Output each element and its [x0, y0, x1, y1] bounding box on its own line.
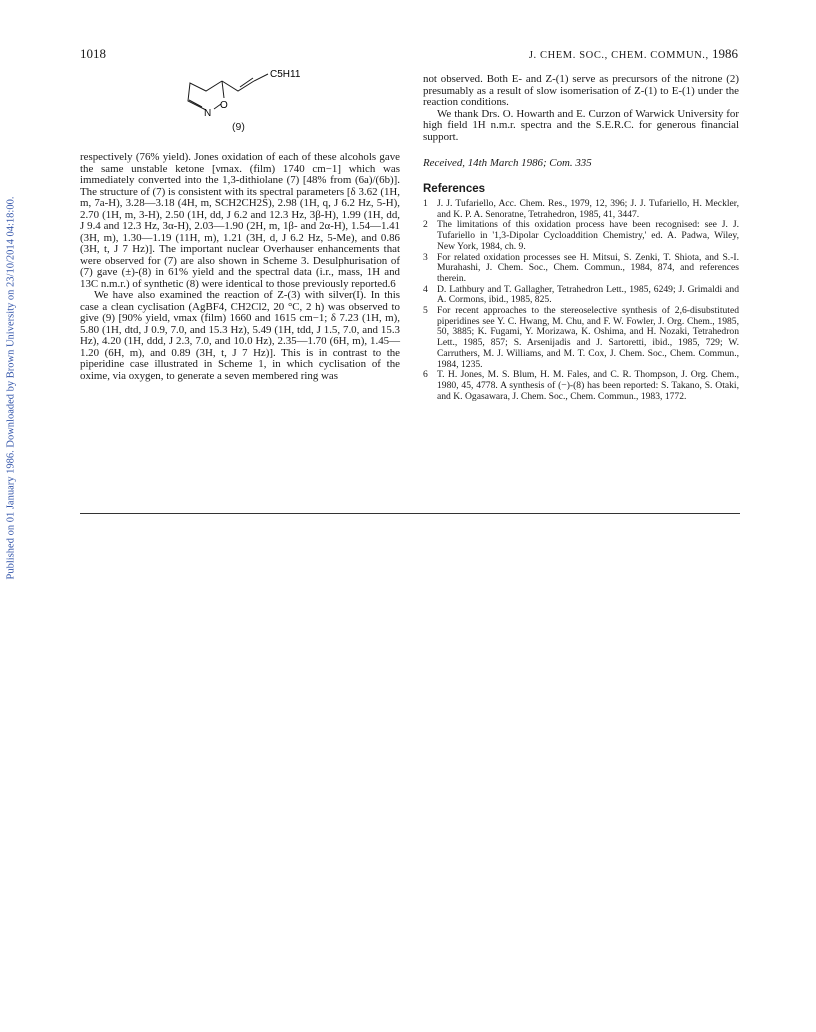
reference-number: 2 [423, 219, 428, 231]
ring-nitrogen-atom: N [204, 108, 212, 119]
ring-double-bond [189, 100, 202, 107]
reference-text: D. Lathbury and T. Gallagher, Tetrahedron Lett., 1985, 6249; J. Grimaldi and A. Cormons, ibid., 1985, 825. [437, 283, 739, 306]
download-watermark-text: Published on 01 January 1986. Downloaded by Brown University on 23/10/2014 04:18:00. [5, 196, 17, 580]
reference-text: For recent approaches to the stereoselective synthesis of 2,6-disubstituted piperidines see Y. C. Hwang, M. Chu, and F. W. Fowler, J. Org. Chem., 1985, 50, 3885; K. Fugami, Y. Morizawa, K. Oshima, and H. Nozaki, Tetrahedron Lett., 1985, 857; S. Arsenijadis and J. Sartoretti, ibid., 1985, 729; W. Carruthers, M. J. Williams, and M. T. Cox, J. Chem. Soc., Chem. Commun., 1984, 1235. [437, 305, 739, 370]
ring-oxygen-atom: O [220, 100, 228, 111]
page-number: 1018 [80, 46, 106, 61]
reference-item [423, 306, 739, 370]
paragraph-silver-cyclisation: We have also examined the reaction of Z-(3) with silver(I). In this case a clean cyclisation (AgBF4, CH2Cl2, 20 °C, 2 h) was observed to give (9) [90% yield, νmax (film) 1660 and 1615 cm−1; δ 7.23 (1H, m), 5.80 (1H, dtd, J 0.9, 7.0, and 15.3 Hz), 5.49 (1H, tdd, J 1.5, 7.0, and 15.3 Hz), 4.20 (1H, ddd, J 2.3, 7.0, and 10.0 Hz), 2.35—1.70 (6H, m), 1.45—1.20 (6H, m), and 0.89 (3H, t, J 7 Hz)]. This is in contrast to the piperidine case illustrated in Scheme 1, in which cyclisation of the oxime, via oxygen, to generate a seven membered ring was [80, 289, 400, 382]
side-chain-bond-alkyl [254, 74, 268, 81]
reference-number: 3 [423, 251, 428, 263]
reference-text: The limitations of this oxidation process have been recognised: see J. J. Tufariello in '1,3-Dipolar Cycloaddition Chemistry,' ed. A. Padwa, Wiley, New York, 1984, ch. 9. [437, 219, 739, 252]
page-divider [80, 513, 740, 514]
journal-header: J. CHEM. SOC., CHEM. COMMUN., 1986 [528, 46, 738, 61]
reference-number: 1 [423, 198, 428, 209]
received-date: Received, 14th March 1986; Com. 335 [423, 157, 592, 169]
paragraph-conclusion: not observed. Both E- and Z-(1) serve as precursors of the nitrone (2) presumably as a result of slow isomerisation of Z-(1) to E-(1) under the reaction conditions. [423, 73, 739, 108]
reference-text: T. H. Jones, M. S. Blum, H. M. Fales, and C. R. Thompson, J. Org. Chem., 1980, 45, 4778. A synthesis of (−)-(8) has been reported: S. Takano, S. Otaki, and K. Ogasawara, J. Chem. Soc., Chem. Commun., 1983, 1772. [437, 369, 739, 402]
reference-item [423, 220, 739, 252]
references-heading: References [423, 182, 486, 195]
ring-bond-c-o [222, 81, 224, 98]
reference-text: For related oxidation processes see H. Mitsui, S. Zenki, T. Shiota, and S.-I. Murahashi, J. Chem. Soc., Chem. Commun., 1984, 874, and references therein. [437, 251, 739, 284]
reference-item [423, 199, 739, 220]
journal-year: 1986 [712, 46, 738, 61]
reference-item [423, 253, 739, 285]
chemical-structure-9 [176, 64, 356, 136]
right-column [423, 74, 739, 402]
running-header [80, 46, 738, 62]
side-chain [222, 81, 254, 91]
ring-bonds [188, 81, 222, 110]
reference-number: 4 [423, 283, 428, 295]
pentyl-substituent: C5H11 [270, 69, 301, 80]
download-watermark [4, 168, 18, 608]
reference-text: J. J. Tufariello, Acc. Chem. Res., 1979, 12, 396; J. J. Tufariello, H. Meckler, and K. P. A. Senoratne, Tetrahedron, 1985, 41, 3447. [437, 198, 739, 220]
paragraph-ketone-synthesis: respectively (76% yield). Jones oxidation of each of these alcohols gave the same unstable ketone [νmax. (film) 1740 cm−1] which was immediately converted into the 1,3-dithiolane (7) [48% from (6a)/(6b)]. The structure of (7) is consistent with its spectral parameters [δ 3.62 (1H, m, 7a-H), 3.28—3.18 (4H, m, SCH2CH2S), 2.98 (1H, q, J 6.2 Hz, 5-H), 2.70 (1H, m, 3-H), 2.50 (1H, dd, J 6.2 and 12.3 Hz, 3β-H), 1.99 (1H, dd, J 9.4 and 12.3 Hz, 3α-H), 2.03—1.90 (2H, m, 1β- and 2α-H), 1.54—1.41 (3H, m), 1.30—1.19 (11H, m), 1.21 (3H, d, J 6.2 Hz, 5-Me), and 0.86 (3H, t, J 7 Hz)]. The important nuclear Overhauser enhancements that were observed for (7) are also shown in Scheme 3. Desulphurisation of (7) gave (±)-(8) in 61% yield and the spectral data (i.r., mass, 1H and 13C n.m.r.) of synthetic (8) were identical to those previously reported.6 [80, 151, 400, 290]
reference-item [423, 285, 739, 306]
reference-list [423, 199, 739, 402]
acknowledgements: We thank Drs. O. Howarth and E. Curzon of Warwick University for high field 1H n.m.r. spectra and the S.E.R.C. for generous financial support. [423, 107, 739, 143]
reference-item [423, 370, 739, 402]
reference-number: 6 [423, 369, 428, 381]
reference-number: 5 [423, 305, 428, 317]
left-column [80, 152, 400, 382]
structure-label: (9) [232, 121, 245, 133]
